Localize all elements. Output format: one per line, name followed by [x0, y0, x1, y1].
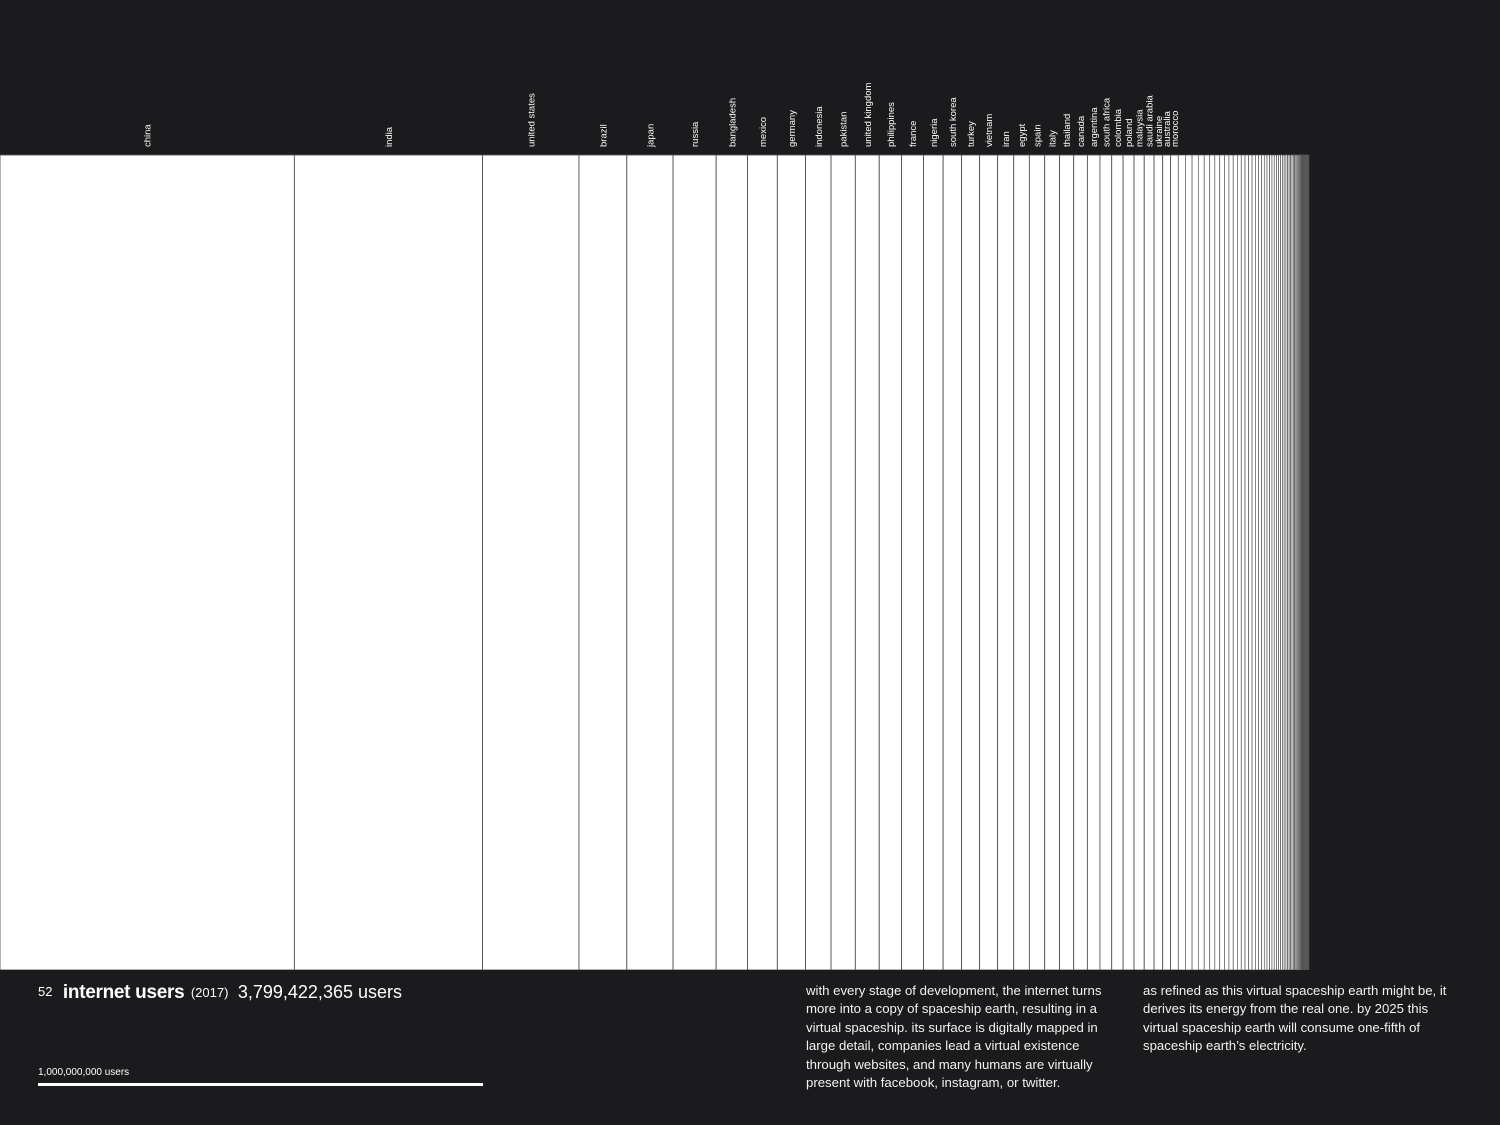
label-united-states: united states [526, 93, 538, 147]
country-labels [143, 82, 1181, 148]
bar-nigeria [924, 155, 944, 970]
bar-tail-10 [1229, 155, 1233, 970]
label-south-africa: south africa [1101, 97, 1113, 147]
bar-south-korea [943, 155, 961, 970]
bar-pakistan [831, 155, 855, 970]
label-iran: iran [1001, 131, 1013, 147]
bar-turkey [962, 155, 980, 970]
bar-tail-3 [1192, 155, 1198, 970]
bar-australia [1163, 155, 1171, 970]
bar-united-kingdom [855, 155, 879, 970]
label-bangladesh: bangladesh [727, 97, 739, 147]
label-brazil: brazil [598, 124, 610, 147]
bar-colombia [1112, 155, 1123, 970]
bar-indonesia [806, 155, 831, 970]
bar-morocco [1171, 155, 1179, 970]
bars-group [0, 155, 1309, 970]
label-egypt: egypt [1017, 123, 1029, 147]
label-malaysia: malaysia [1134, 109, 1146, 147]
label-russia: russia [690, 121, 702, 147]
label-canada: canada [1076, 115, 1088, 147]
bar-iran [998, 155, 1014, 970]
bar-spain [1029, 155, 1044, 970]
scale-bar [38, 1083, 483, 1086]
bar-tail-1 [1178, 155, 1185, 970]
label-argentina: argentina [1089, 107, 1101, 147]
bar-russia [673, 155, 716, 970]
bar-italy [1045, 155, 1060, 970]
chart-year: (2017) [190, 985, 229, 1000]
label-ukraine: ukraine [1153, 115, 1165, 147]
bar-china [0, 155, 294, 970]
bar-tail-9 [1224, 155, 1229, 970]
bar-malaysia [1134, 155, 1144, 970]
bar-united-states [483, 155, 579, 970]
label-morocco: morocco [1169, 110, 1181, 147]
label-china: china [142, 124, 154, 147]
bar-egypt [1014, 155, 1030, 970]
bar-tail-56 [1308, 155, 1309, 970]
label-pakistan: pakistan [838, 111, 850, 147]
bar-tail-13 [1241, 155, 1245, 970]
label-india: india [383, 126, 395, 147]
chart-title: internet users [62, 982, 185, 1003]
label-turkey: turkey [966, 121, 978, 147]
bar-philippines [879, 155, 901, 970]
bar-mexico [748, 155, 778, 970]
chart-heading [38, 982, 402, 1004]
bar-brazil [579, 155, 627, 970]
label-japan: japan [645, 123, 657, 147]
bar-tail-19 [1262, 155, 1265, 970]
bar-france [902, 155, 924, 970]
label-thailand: thailand [1062, 113, 1074, 147]
label-germany: germany [786, 110, 798, 147]
bar-tail-20 [1264, 155, 1267, 970]
label-saudi-arabia: saudi arabia [1144, 95, 1156, 147]
label-poland: poland [1124, 118, 1136, 147]
bar-thailand [1060, 155, 1074, 970]
bar-argentina [1087, 155, 1100, 970]
page-number: 52 [38, 984, 53, 999]
bar-tail-17 [1255, 155, 1258, 970]
bar-poland [1123, 155, 1134, 970]
bar-saudi-arabia [1144, 155, 1154, 970]
bar-bangladesh [716, 155, 747, 970]
label-colombia: colombia [1112, 108, 1124, 147]
total-users: 3,799,422,365 users [237, 982, 402, 1002]
label-australia: australia [1162, 111, 1174, 147]
bar-tail-6 [1210, 155, 1215, 970]
scale-label: 1,000,000,000 users [38, 1067, 130, 1078]
bar-tail-16 [1252, 155, 1255, 970]
bar-tail-18 [1259, 155, 1262, 970]
bar-tail-14 [1245, 155, 1249, 970]
label-mexico: mexico [757, 116, 769, 147]
bar-tail-22 [1270, 155, 1272, 970]
bar-japan [627, 155, 673, 970]
label-italy: italy [1047, 130, 1059, 147]
bar-tail-5 [1204, 155, 1209, 970]
paragraph-development: with every stage of development, the internet turns more into a copy of spaceship earth, resulting in a virtual spaceship. its surface is digitally mapped in large detail, companies lead a virtual existence through websites, and many humans are virtually present with facebook, instagram, or twitter. [806, 983, 1102, 1091]
label-nigeria: nigeria [928, 118, 940, 147]
bar-ukraine [1154, 155, 1163, 970]
label-philippines: philippines [885, 102, 897, 147]
bar-canada [1074, 155, 1088, 970]
paragraph-energy: as refined as this virtual spaceship earth might be, it derives its energy from the real one. by 2025 this virtual spaceship earth will consume one-fifth of spaceship earth’s electricity. [1143, 983, 1447, 1054]
bar-tail-11 [1233, 155, 1237, 970]
label-south-korea: south korea [947, 97, 959, 147]
bar-tail-4 [1198, 155, 1204, 970]
bar-tail-15 [1249, 155, 1252, 970]
label-indonesia: indonesia [813, 106, 825, 147]
bar-tail-7 [1215, 155, 1220, 970]
bar-vietnam [980, 155, 998, 970]
bar-south-africa [1100, 155, 1112, 970]
bar-india [294, 155, 482, 970]
label-france: france [908, 120, 920, 147]
bar-germany [777, 155, 805, 970]
label-spain: spain [1032, 124, 1044, 147]
bar-tail-2 [1185, 155, 1192, 970]
label-united-kingdom: united kingdom [862, 82, 874, 147]
bar-tail-21 [1267, 155, 1270, 970]
label-vietnam: vietnam [984, 113, 996, 147]
tail-fade [1440, 150, 1500, 970]
bar-tail-12 [1237, 155, 1241, 970]
bar-tail-8 [1220, 155, 1225, 970]
